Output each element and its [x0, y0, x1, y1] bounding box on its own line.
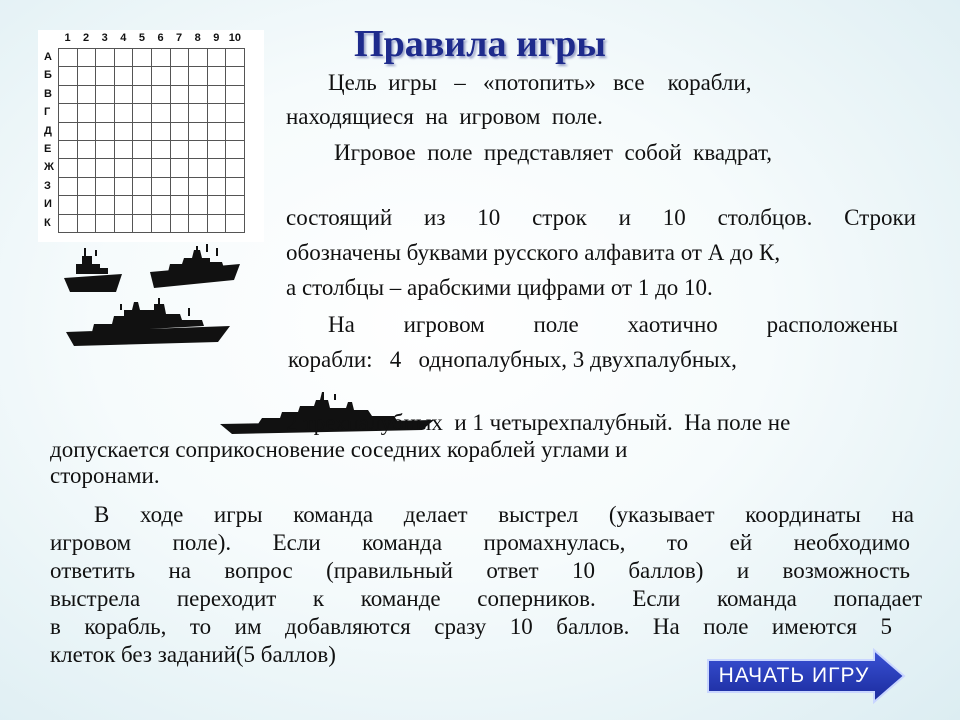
rules-text-line: игровом поле). Если команда промахнулась, то ей необходимо: [50, 530, 910, 555]
start-game-label: НАЧАТЬ ИГРУ: [718, 664, 870, 687]
grid-cell: [59, 67, 78, 85]
grid-cell: [226, 196, 245, 214]
rules-text-line: допускается соприкосновение соседних кораблей углами и: [50, 437, 628, 462]
grid-cell: [114, 85, 133, 103]
grid-cell: [170, 49, 189, 67]
grid-cell: [114, 67, 133, 85]
grid-cell: [207, 159, 226, 177]
grid-cell: [170, 177, 189, 195]
grid-cell: [133, 159, 152, 177]
grid-cell: [189, 49, 208, 67]
grid-cell: [170, 140, 189, 158]
grid-cell: [151, 214, 170, 232]
grid-column-label: 6: [157, 32, 164, 44]
grid-row-label: К: [44, 216, 51, 229]
grid-cell: [96, 214, 115, 232]
grid-cell: [114, 140, 133, 158]
grid-cell: [77, 177, 96, 195]
grid-cell: [207, 196, 226, 214]
grid-row-label: Ж: [44, 161, 54, 174]
grid-cell: [133, 177, 152, 195]
grid-cell: [77, 67, 96, 85]
grid-cell: [77, 214, 96, 232]
grid-cell: [114, 196, 133, 214]
grid-cell: [96, 85, 115, 103]
rules-text-line: Цель игры – «потопить» все корабли,: [328, 70, 752, 95]
grid-cell: [96, 196, 115, 214]
grid-cell: [151, 122, 170, 140]
grid-row-label: Д: [44, 124, 52, 137]
grid-row-label: Г: [44, 106, 51, 119]
grid-cell: [59, 140, 78, 158]
grid-cell: [96, 159, 115, 177]
grid-cell: [151, 67, 170, 85]
grid-cell: [96, 49, 115, 67]
grid-column-label: 1: [64, 32, 71, 44]
slide-title: Правила игры: [354, 23, 606, 65]
grid-cell: [170, 214, 189, 232]
grid-cell: [151, 104, 170, 122]
grid-cell: [96, 122, 115, 140]
grid-cell: [189, 122, 208, 140]
grid-cell: [207, 49, 226, 67]
grid-cell: [226, 140, 245, 158]
rules-text-line: состоящий из 10 строк и 10 столбцов. Строки: [286, 205, 916, 230]
grid-cell: [170, 104, 189, 122]
rules-text-line: Игровое поле представляет собой квадрат,: [334, 140, 773, 165]
grid-cell: [207, 85, 226, 103]
grid-cell: [189, 67, 208, 85]
rules-text-line: выстрела переходит к команде соперников. Если команда попадает: [50, 586, 922, 611]
grid-cell: [207, 67, 226, 85]
grid-cell: [189, 85, 208, 103]
grid-row-label: А: [44, 51, 52, 63]
grid-column-label: 8: [194, 32, 201, 44]
grid-row-label: Б: [44, 69, 52, 82]
start-game-button[interactable]: [706, 648, 906, 704]
grid-cell: [59, 85, 78, 103]
grid-cell: [189, 159, 208, 177]
grid-row-label: В: [44, 87, 52, 100]
grid-cell: [77, 140, 96, 158]
grid-cell: [151, 159, 170, 177]
grid-column-label: 7: [176, 32, 183, 44]
grid-cell: [226, 214, 245, 232]
grid-cell: [114, 104, 133, 122]
grid-cell: [226, 122, 245, 140]
grid-cell: [59, 104, 78, 122]
ship-silhouette-3: [62, 294, 234, 350]
grid-cell: [77, 159, 96, 177]
grid-cell: [151, 85, 170, 103]
grid-cell: [59, 177, 78, 195]
grid-cell: [151, 49, 170, 67]
grid-cell: [226, 49, 245, 67]
rules-text-line: сторонами.: [50, 463, 160, 488]
grid-cell: [226, 177, 245, 195]
game-board-grid: [38, 30, 264, 242]
grid-cell: [207, 104, 226, 122]
grid-column-label: 4: [120, 32, 127, 44]
grid-cell: [226, 85, 245, 103]
grid-cell: [96, 67, 115, 85]
grid-row-label: З: [44, 179, 51, 192]
grid-row-label: И: [44, 198, 52, 211]
grid-cell: [96, 104, 115, 122]
rules-text-line: в корабль, то им добавляются сразу 10 баллов. На поле имеются 5: [50, 614, 892, 639]
grid-cell: [207, 214, 226, 232]
grid-cell: [114, 49, 133, 67]
rules-text-line: клеток без заданий(5 баллов): [50, 642, 336, 667]
grid-cell: [77, 122, 96, 140]
grid-cell: [96, 140, 115, 158]
rules-text-line: ответить на вопрос (правильный ответ 10 баллов) и возможность: [50, 558, 910, 583]
grid-cell: [77, 196, 96, 214]
grid-cell: [77, 49, 96, 67]
rules-text-line: 2 трехпалубных и 1 четырехпалубный. На поле не: [286, 410, 791, 435]
grid-cell: [114, 177, 133, 195]
grid-cell: [133, 67, 152, 85]
grid-cell: [59, 214, 78, 232]
grid-column-label: 5: [138, 32, 145, 44]
grid-cell: [207, 140, 226, 158]
grid-cell: [114, 214, 133, 232]
ship-silhouette-2: [148, 242, 242, 292]
grid-cell: [133, 196, 152, 214]
grid-cell: [59, 159, 78, 177]
grid-row-label: Е: [44, 143, 52, 155]
grid-cell: [189, 104, 208, 122]
grid-cell: [114, 122, 133, 140]
rules-text-line: На игровом поле хаотично расположены: [328, 312, 898, 337]
grid-cell: [133, 140, 152, 158]
grid-cell: [189, 214, 208, 232]
grid-cell: [170, 159, 189, 177]
grid-cell: [96, 177, 115, 195]
rules-text-line: обозначены буквами русского алфавита от А до К,: [286, 240, 781, 265]
grid-cell: [226, 159, 245, 177]
grid-cell: [133, 49, 152, 67]
grid-column-label: 10: [228, 32, 242, 44]
rules-text-line: а столбцы – арабскими цифрами от 1 до 10.: [286, 275, 713, 300]
rules-text-line: корабли: 4 однопалубных, 3 двухпалубных,: [288, 347, 737, 372]
grid-cell: [170, 85, 189, 103]
grid-column-label: 3: [101, 32, 108, 44]
rules-text-line: находящиеся на игровом поле.: [286, 104, 603, 129]
grid-cell: [207, 177, 226, 195]
grid-column-label: 9: [213, 32, 220, 44]
grid-cell: [59, 196, 78, 214]
grid-cell: [226, 67, 245, 85]
grid-cell: [189, 177, 208, 195]
grid-cell: [151, 177, 170, 195]
grid-cell: [77, 104, 96, 122]
grid-cell: [226, 104, 245, 122]
grid-cell: [59, 122, 78, 140]
grid-cells: [58, 48, 245, 233]
grid-cell: [59, 49, 78, 67]
grid-column-label: 2: [83, 32, 90, 44]
ship-silhouette-1: [62, 244, 124, 296]
grid-cell: [170, 122, 189, 140]
grid-cell: [189, 196, 208, 214]
grid-cell: [151, 140, 170, 158]
grid-cell: [133, 214, 152, 232]
rules-text-line: В ходе игры команда делает выстрел (указывает координаты на: [94, 502, 914, 527]
grid-cell: [77, 85, 96, 103]
grid-cell: [133, 122, 152, 140]
grid-cell: [133, 85, 152, 103]
grid-cell: [170, 67, 189, 85]
grid-cell: [114, 159, 133, 177]
grid-cell: [189, 140, 208, 158]
grid-cell: [133, 104, 152, 122]
grid-cell: [151, 196, 170, 214]
grid-cell: [207, 122, 226, 140]
arrow-right-icon: [706, 648, 906, 704]
grid-cell: [170, 196, 189, 214]
